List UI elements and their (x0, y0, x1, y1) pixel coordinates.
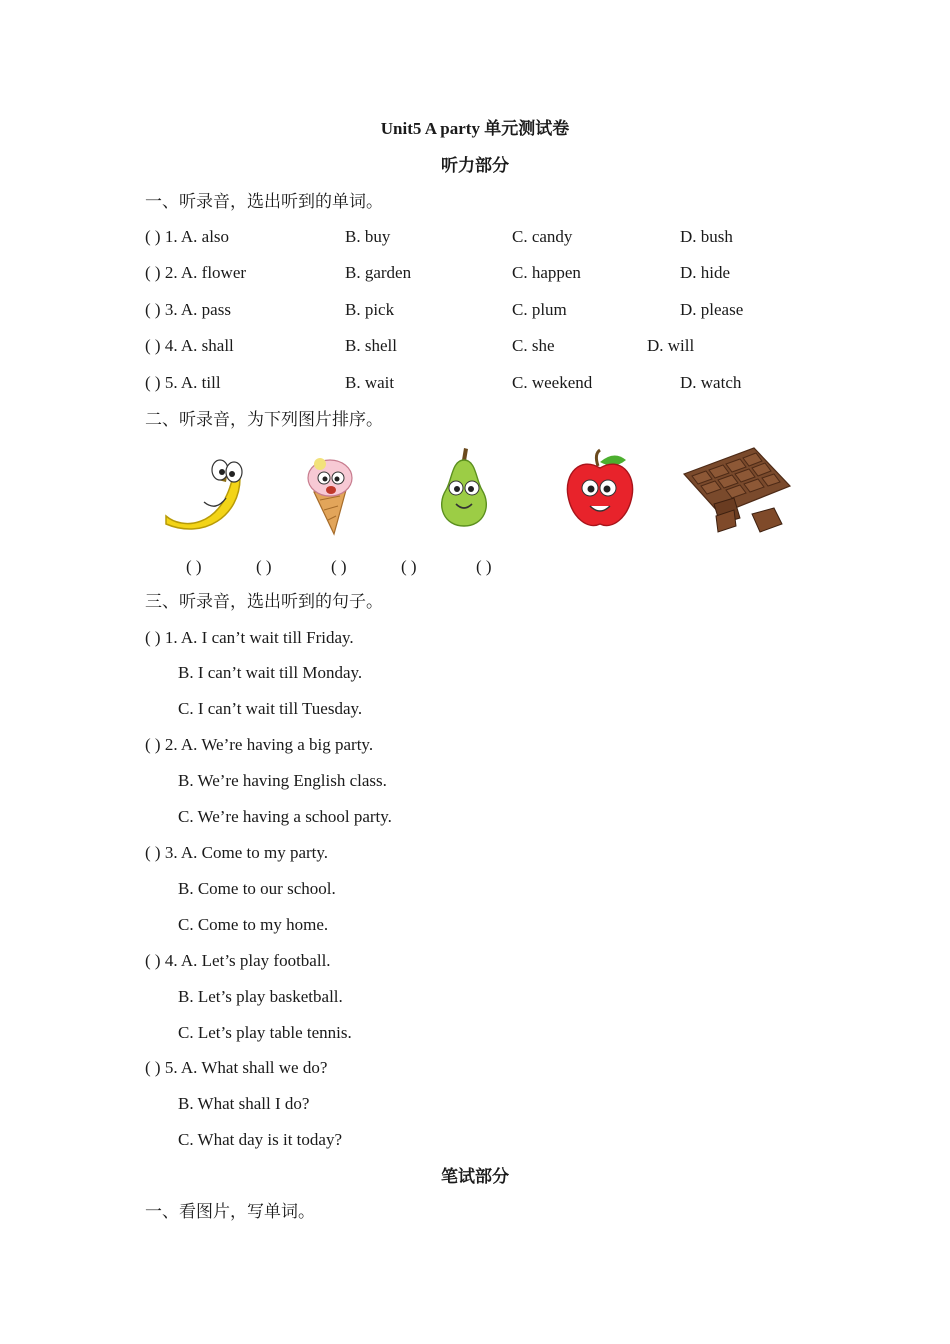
question-option-b: B. What shall I do? (178, 1094, 310, 1113)
option-b: B. pick (345, 300, 395, 319)
option-d: D. hide (680, 263, 731, 282)
option-c: C. candy (512, 227, 573, 246)
question-option-b: B. We’re having English class. (178, 771, 387, 790)
option-a: ( ) 5. A. till (145, 373, 221, 392)
question-option-a: ( ) 4. A. Let’s play football. (145, 951, 331, 970)
question-option-c: C. Let’s play table tennis. (178, 1023, 352, 1042)
question-option-a: ( ) 1. A. I can’t wait till Friday. (145, 628, 354, 647)
option-b: B. wait (345, 373, 395, 392)
picture-bracket: ( ) (476, 557, 492, 576)
question-option-c: C. Come to my home. (178, 915, 329, 934)
question-option-c: C. We’re having a school party. (178, 807, 392, 826)
picture-bracket: ( ) (186, 557, 202, 576)
written-section1-heading: 一、看图片，写单词。 (145, 1202, 315, 1221)
option-a: ( ) 3. A. pass (145, 300, 231, 319)
section2-heading: 二、听录音，为下列图片排序。 (145, 410, 383, 429)
question-option-a: ( ) 2. A. We’re having a big party. (145, 735, 374, 754)
option-c: C. plum (512, 300, 567, 319)
listening-heading: 听力部分 (441, 156, 509, 175)
option-d: D. will (647, 336, 695, 355)
option-d: D. bush (680, 227, 733, 246)
option-b: B. garden (345, 263, 412, 282)
option-a: ( ) 1. A. also (145, 227, 230, 246)
option-c: C. she (512, 336, 555, 355)
option-d: D. watch (680, 373, 742, 392)
question-option-a: ( ) 5. A. What shall we do? (145, 1058, 328, 1077)
page-title: Unit5 A party 单元测试卷 (380, 119, 570, 138)
section1-heading: 一、听录音，选出听到的单词。 (145, 192, 383, 211)
option-a: ( ) 4. A. shall (145, 336, 234, 355)
section3-heading: 三、听录音，选出听到的句子。 (145, 592, 383, 611)
ice-cream-icon (300, 452, 360, 536)
option-b: B. buy (345, 227, 391, 246)
question-option-a: ( ) 3. A. Come to my party. (145, 843, 329, 862)
question-option-c: C. What day is it today? (178, 1130, 342, 1149)
option-a: ( ) 2. A. flower (145, 263, 247, 282)
question-option-b: B. I can’t wait till Monday. (178, 663, 363, 682)
written-heading: 笔试部分 (441, 1167, 509, 1186)
question-option-b: B. Come to our school. (178, 879, 336, 898)
picture-bracket: ( ) (256, 557, 272, 576)
pear-icon (432, 446, 496, 530)
question-option-b: B. Let’s play basketball. (178, 987, 343, 1006)
apple-icon (564, 448, 636, 530)
option-c: C. happen (512, 263, 581, 282)
option-c: C. weekend (512, 373, 593, 392)
picture-bracket: ( ) (401, 557, 417, 576)
option-d: D. please (680, 300, 744, 319)
picture-bracket: ( ) (331, 557, 347, 576)
question-option-c: C. I can’t wait till Tuesday. (178, 699, 363, 718)
option-b: B. shell (345, 336, 397, 355)
banana-icon (160, 450, 246, 536)
chocolate-icon (678, 444, 792, 538)
